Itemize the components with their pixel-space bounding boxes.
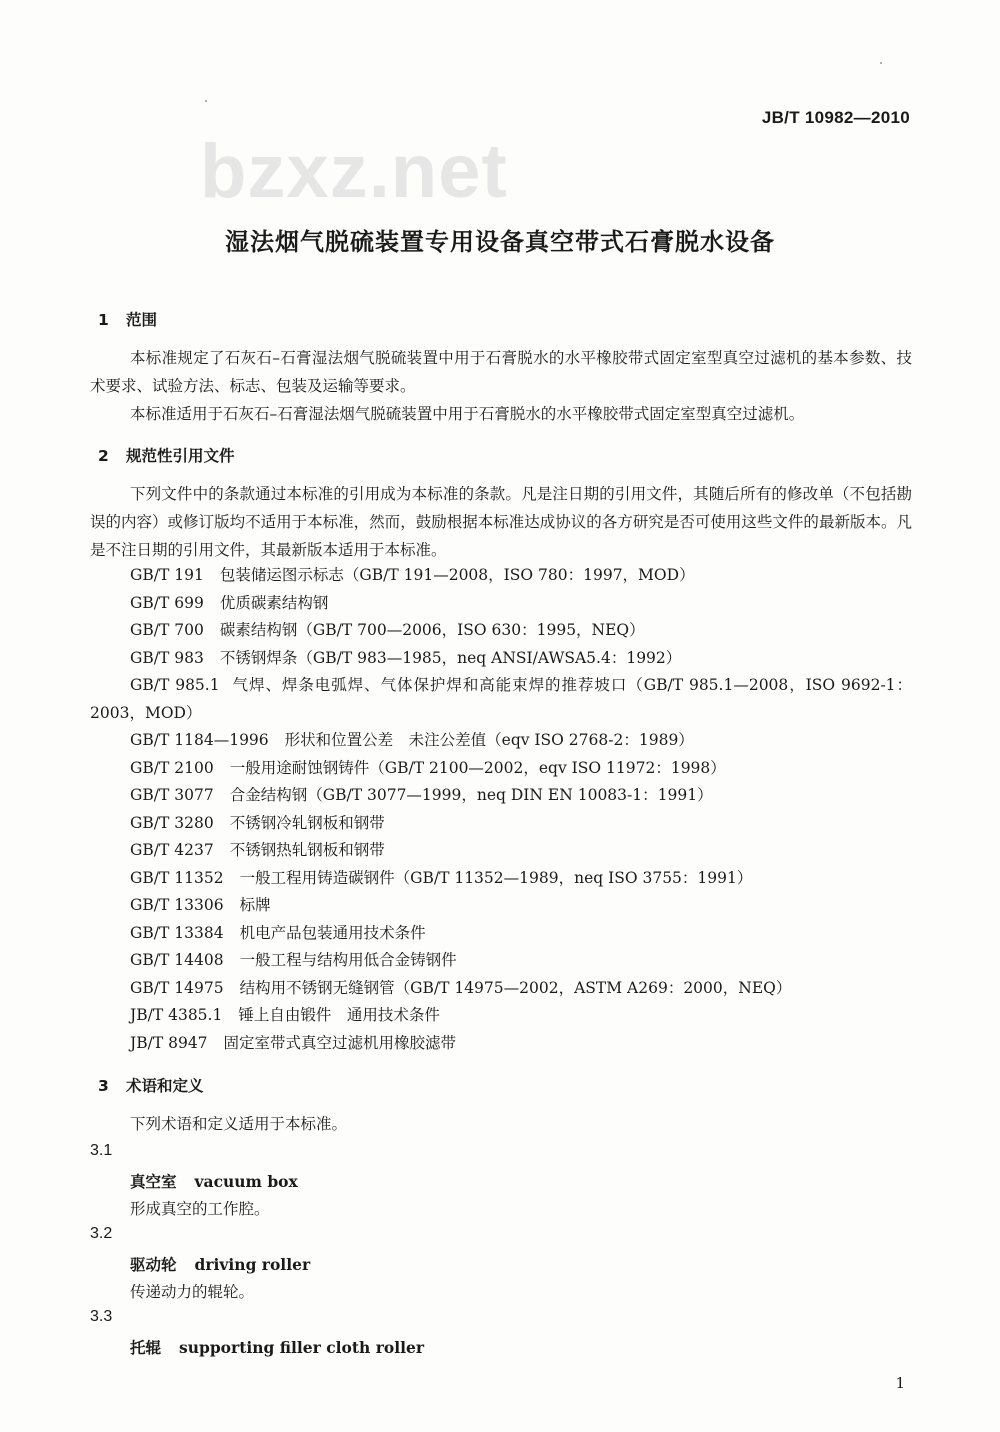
reference-item bbox=[90, 727, 912, 755]
section-1-number: 1 bbox=[98, 311, 109, 329]
reference-item bbox=[90, 645, 912, 673]
reference-title: 碳素结构钢（GB/T 700—2006，ISO 630：1995，NEQ） bbox=[219, 621, 645, 639]
reference-item bbox=[90, 947, 912, 975]
section-3-number: 3 bbox=[98, 1077, 109, 1095]
reference-code: GB/T 13306 bbox=[130, 896, 224, 914]
reference-list bbox=[90, 562, 912, 1057]
reference-item bbox=[90, 617, 912, 645]
reference-code: GB/T 1184—1996 bbox=[130, 731, 269, 749]
term-3-2-definition: 传递动力的辊轮。 bbox=[130, 1283, 255, 1301]
term-english: supporting filler cloth roller bbox=[179, 1338, 425, 1357]
reference-title: 合金结构钢（GB/T 3077—1999，neq DIN EN 10083-1：1991） bbox=[229, 786, 713, 804]
reference-code: GB/T 191 bbox=[130, 566, 204, 584]
reference-title: 标牌 bbox=[239, 896, 271, 914]
reference-title: 一般工程用铸造碳钢件（GB/T 11352—1989，neq ISO 3755：1991） bbox=[239, 868, 753, 887]
reference-code: GB/T 3077 bbox=[130, 786, 214, 804]
reference-title: 气焊、焊条电弧焊、气体保护焊和高能束焊的推荐坡口（GB/T 985.1—2008，ISO 9692-1：2003，MOD） bbox=[90, 676, 912, 722]
reference-item bbox=[90, 1030, 912, 1058]
reference-item bbox=[90, 755, 912, 783]
reference-item bbox=[90, 590, 912, 618]
reference-title: 结构用不锈钢无缝钢管（GB/T 14975—2002，ASTM A269：2000，NEQ） bbox=[239, 978, 792, 997]
page-number: 1 bbox=[895, 1374, 905, 1392]
reference-title: 形状和位置公差 未注公差值（eqv ISO 2768-2：1989） bbox=[284, 731, 694, 749]
reference-code: GB/T 14975 bbox=[130, 978, 224, 997]
reference-code: GB/T 983 bbox=[130, 648, 204, 667]
section-1-paragraph-1: 本标准规定了石灰石–石膏湿法烟气脱硫装置中用于石膏脱水的水平橡胶带式固定室型真空过滤机的基本参数、技术要求、试验方法、标志、包装及运输等要求。 bbox=[90, 349, 912, 395]
reference-code: JB/T 8947 bbox=[130, 1033, 208, 1052]
reference-item bbox=[90, 810, 912, 838]
scan-speck bbox=[880, 62, 882, 64]
reference-item bbox=[90, 672, 912, 727]
reference-title: 不锈钢热轧钢板和钢带 bbox=[229, 841, 385, 859]
reference-code: JB/T 4385.1 bbox=[130, 1006, 223, 1024]
watermark: bzxz.net bbox=[200, 129, 508, 214]
term-3-3-number: 3.3 bbox=[90, 1308, 113, 1325]
reference-code: GB/T 2100 bbox=[130, 758, 214, 777]
reference-item bbox=[90, 1002, 912, 1030]
section-3-title: 术语和定义 bbox=[126, 1077, 204, 1095]
section-1-title: 范围 bbox=[126, 311, 158, 329]
section-2-heading bbox=[98, 444, 235, 466]
reference-code: GB/T 985.1 bbox=[130, 676, 220, 694]
reference-item bbox=[90, 975, 912, 1003]
reference-title: 锤上自由锻件 通用技术条件 bbox=[238, 1006, 440, 1024]
reference-code: GB/T 11352 bbox=[130, 868, 224, 887]
reference-item bbox=[90, 865, 912, 893]
term-3-2-number: 3.2 bbox=[90, 1225, 113, 1242]
reference-title: 包装储运图示标志（GB/T 191—2008，ISO 780：1997，MOD） bbox=[219, 566, 695, 584]
term-3-3 bbox=[130, 1336, 424, 1358]
term-3-1 bbox=[130, 1170, 298, 1192]
reference-code: GB/T 14408 bbox=[130, 951, 224, 969]
term-chinese: 真空室 bbox=[130, 1172, 177, 1191]
reference-title: 优质碳素结构钢 bbox=[219, 593, 329, 612]
term-chinese: 托辊 bbox=[130, 1338, 162, 1357]
section-2-number: 2 bbox=[98, 447, 109, 465]
reference-item bbox=[90, 920, 912, 948]
term-english: vacuum box bbox=[194, 1172, 298, 1191]
section-2-title: 规范性引用文件 bbox=[126, 447, 235, 465]
reference-code: GB/T 700 bbox=[130, 621, 204, 639]
reference-title: 一般用途耐蚀钢铸件（GB/T 2100—2002，eqv ISO 11972：1998） bbox=[229, 758, 726, 777]
section-1-heading bbox=[98, 308, 157, 330]
reference-title: 不锈钢焊条（GB/T 983—1985，neq ANSI/AWSA5.4：1992） bbox=[219, 648, 682, 667]
reference-code: GB/T 13384 bbox=[130, 923, 224, 942]
scan-speck bbox=[205, 100, 207, 102]
reference-title: 固定室带式真空过滤机用橡胶滤带 bbox=[223, 1033, 457, 1052]
document-title: 湿法烟气脱硫装置专用设备真空带式石膏脱水设备 bbox=[225, 228, 775, 256]
section-3-heading bbox=[98, 1074, 204, 1096]
section-2-intro: 下列文件中的条款通过本标准的引用成为本标准的条款。凡是注日期的引用文件，其随后所有的修改单（不包括勘误的内容）或修订版均不适用于本标准，然而，鼓励根据本标准达成协议的各方研究是否可使用这些文件的最新版本。凡是不注日期的引用文件，其最新版本适用于本标准。 bbox=[90, 485, 912, 559]
term-english: driving roller bbox=[194, 1255, 311, 1274]
reference-title: 不锈钢冷轧钢板和钢带 bbox=[229, 813, 385, 832]
reference-code: GB/T 699 bbox=[130, 593, 204, 612]
term-3-1-definition: 形成真空的工作腔。 bbox=[130, 1200, 270, 1218]
reference-item bbox=[90, 782, 912, 810]
standard-number: JB/T 10982—2010 bbox=[761, 108, 910, 127]
reference-code: GB/T 3280 bbox=[130, 813, 214, 832]
reference-code: GB/T 4237 bbox=[130, 841, 214, 859]
section-3-intro: 下列术语和定义适用于本标准。 bbox=[130, 1115, 348, 1133]
term-3-1-number: 3.1 bbox=[90, 1142, 113, 1159]
reference-item bbox=[90, 892, 912, 920]
reference-title: 一般工程与结构用低合金铸钢件 bbox=[239, 951, 457, 969]
section-1-paragraph-2: 本标准适用于石灰石–石膏湿法烟气脱硫装置中用于石膏脱水的水平橡胶带式固定室型真空过滤机。 bbox=[130, 405, 805, 423]
reference-item bbox=[90, 562, 912, 590]
reference-item bbox=[90, 837, 912, 865]
term-3-2 bbox=[130, 1253, 310, 1275]
reference-title: 机电产品包装通用技术条件 bbox=[239, 923, 426, 942]
term-chinese: 驱动轮 bbox=[130, 1255, 177, 1274]
